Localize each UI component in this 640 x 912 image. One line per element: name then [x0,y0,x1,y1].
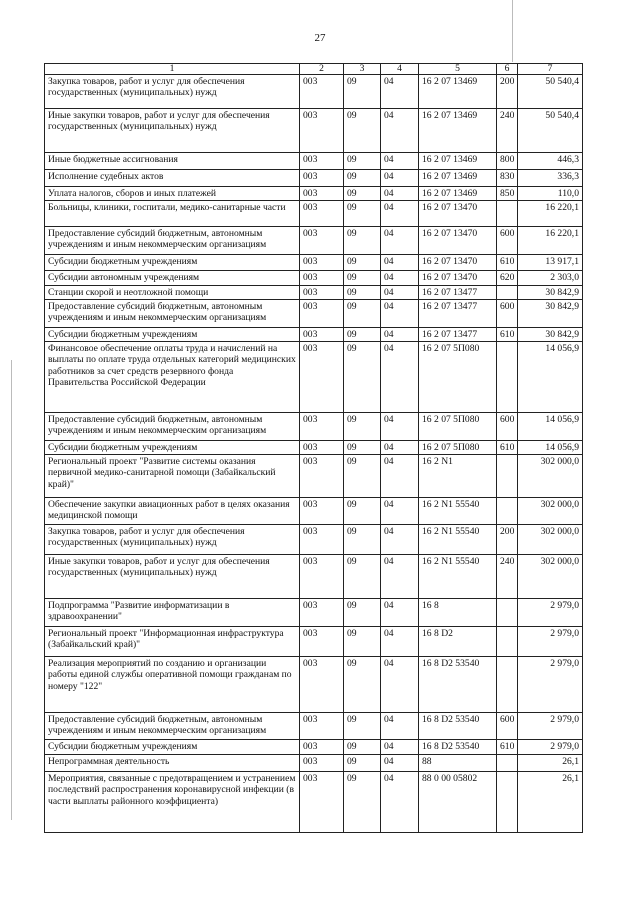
row-amount: 50 540,4 [518,75,583,109]
table-row [45,413,583,441]
row-section: 09 [344,170,381,187]
row-section: 09 [344,713,381,740]
row-amount: 13 917,1 [518,255,583,271]
row-admin-code: 003 [300,772,344,833]
row-amount: 2 979,0 [518,599,583,627]
row-subsection: 04 [381,498,419,525]
table-row [45,755,583,772]
row-subsection: 04 [381,75,419,109]
row-subsection: 04 [381,740,419,755]
row-name: Подпрограмма "Развитие информатизации в здравоохранении" [45,599,300,627]
row-admin-code: 003 [300,75,344,109]
row-subsection: 04 [381,255,419,271]
row-name: Предоставление субсидий бюджетным, автономным учреждениям и иным некоммерческим организациям [45,713,300,740]
row-admin-code: 003 [300,187,344,201]
row-amount: 30 842,9 [518,300,583,328]
row-name: Субсидии бюджетным учреждениям [45,328,300,342]
row-section: 09 [344,328,381,342]
row-admin-code: 003 [300,713,344,740]
table-row [45,255,583,271]
column-header-4: 4 [381,64,419,75]
table-row [45,286,583,300]
row-name: Иные бюджетные ассигнования [45,153,300,170]
row-name: Предоставление субсидий бюджетным, автономным учреждениям и иным некоммерческим организациям [45,227,300,255]
row-admin-code: 003 [300,525,344,555]
table-row [45,227,583,255]
row-name: Обеспечение закупки авиационных работ в целях оказания медицинской помощи [45,498,300,525]
row-subsection: 04 [381,441,419,455]
row-subsection: 04 [381,300,419,328]
row-subsection: 04 [381,109,419,153]
row-target-article: 16 2 07 13470 [419,255,497,271]
row-expense-type: 620 [497,271,518,286]
table-row [45,657,583,713]
row-target-article: 16 2 N1 55540 [419,498,497,525]
column-header-7: 7 [518,64,583,75]
row-subsection: 04 [381,455,419,498]
row-amount: 50 540,4 [518,109,583,153]
row-target-article: 16 8 D2 53540 [419,740,497,755]
row-admin-code: 003 [300,255,344,271]
row-admin-code: 003 [300,153,344,170]
table-row [45,713,583,740]
row-target-article: 16 8 D2 53540 [419,713,497,740]
row-subsection: 04 [381,599,419,627]
row-expense-type [497,498,518,525]
row-expense-type: 610 [497,255,518,271]
row-admin-code: 003 [300,657,344,713]
row-admin-code: 003 [300,286,344,300]
row-expense-type [497,755,518,772]
row-subsection: 04 [381,286,419,300]
table-row [45,342,583,413]
table-row [45,455,583,498]
row-expense-type: 800 [497,153,518,170]
row-section: 09 [344,627,381,657]
row-expense-type: 610 [497,441,518,455]
row-name: Закупка товаров, работ и услуг для обеспечения государственных (муниципальных) нужд [45,75,300,109]
row-amount: 2 979,0 [518,657,583,713]
row-subsection: 04 [381,153,419,170]
column-header-2: 2 [300,64,344,75]
row-expense-type: 610 [497,740,518,755]
scan-artifact-line [11,360,12,820]
row-section: 09 [344,75,381,109]
row-admin-code: 003 [300,201,344,227]
row-expense-type: 610 [497,328,518,342]
row-subsection: 04 [381,772,419,833]
table-row [45,201,583,227]
row-name: Региональный проект "Развитие системы оказания первичной медико-санитарной помощи (Забайкальский край)" [45,455,300,498]
row-section: 09 [344,657,381,713]
row-section: 09 [344,413,381,441]
row-admin-code: 003 [300,455,344,498]
row-section: 09 [344,227,381,255]
row-subsection: 04 [381,170,419,187]
row-section: 09 [344,271,381,286]
row-subsection: 04 [381,555,419,599]
row-subsection: 04 [381,201,419,227]
row-amount: 302 000,0 [518,498,583,525]
table-row [45,599,583,627]
row-subsection: 04 [381,713,419,740]
row-section: 09 [344,498,381,525]
row-amount: 302 000,0 [518,525,583,555]
scan-artifact-line [512,0,513,62]
row-amount: 30 842,9 [518,286,583,300]
table-row [45,555,583,599]
row-section: 09 [344,201,381,227]
table-row [45,153,583,170]
row-subsection: 04 [381,627,419,657]
row-amount: 302 000,0 [518,455,583,498]
row-expense-type [497,455,518,498]
row-name: Реализация мероприятий по созданию и организации работы единой службы оперативной помощи гражданам по номеру "122" [45,657,300,713]
row-target-article: 16 8 D2 53540 [419,657,497,713]
row-admin-code: 003 [300,271,344,286]
row-section: 09 [344,455,381,498]
row-expense-type [497,201,518,227]
column-header-1: 1 [45,64,300,75]
row-section: 09 [344,187,381,201]
row-expense-type: 240 [497,555,518,599]
row-admin-code: 003 [300,441,344,455]
row-admin-code: 003 [300,740,344,755]
table-row [45,300,583,328]
row-amount: 446,3 [518,153,583,170]
row-amount: 16 220,1 [518,227,583,255]
table-row [45,627,583,657]
row-amount: 26,1 [518,772,583,833]
row-section: 09 [344,555,381,599]
row-subsection: 04 [381,328,419,342]
row-expense-type: 200 [497,525,518,555]
row-subsection: 04 [381,525,419,555]
row-amount: 14 056,9 [518,342,583,413]
table-row [45,271,583,286]
row-amount: 16 220,1 [518,201,583,227]
row-name: Субсидии автономным учреждениям [45,271,300,286]
row-admin-code: 003 [300,109,344,153]
row-amount: 336,3 [518,170,583,187]
row-section: 09 [344,740,381,755]
row-amount: 2 303,0 [518,271,583,286]
row-section: 09 [344,525,381,555]
row-expense-type: 600 [497,713,518,740]
row-section: 09 [344,286,381,300]
row-subsection: 04 [381,413,419,441]
row-name: Предоставление субсидий бюджетным, автономным учреждениям и иным некоммерческим организациям [45,413,300,441]
row-admin-code: 003 [300,755,344,772]
row-expense-type: 830 [497,170,518,187]
row-expense-type: 200 [497,75,518,109]
row-admin-code: 003 [300,413,344,441]
row-expense-type: 850 [497,187,518,201]
budget-table [44,63,583,833]
table-row [45,75,583,109]
row-target-article: 88 [419,755,497,772]
row-target-article: 16 2 07 13477 [419,300,497,328]
row-expense-type: 600 [497,227,518,255]
row-admin-code: 003 [300,498,344,525]
row-admin-code: 003 [300,627,344,657]
row-expense-type [497,657,518,713]
row-section: 09 [344,599,381,627]
table-row [45,772,583,833]
row-name: Предоставление субсидий бюджетным, автономным учреждениям и иным некоммерческим организациям [45,300,300,328]
row-expense-type: 600 [497,413,518,441]
row-section: 09 [344,109,381,153]
row-section: 09 [344,255,381,271]
row-expense-type [497,286,518,300]
header-row [45,64,583,75]
row-admin-code: 003 [300,328,344,342]
row-admin-code: 003 [300,342,344,413]
row-name: Уплата налогов, сборов и иных платежей [45,187,300,201]
table-row [45,525,583,555]
row-section: 09 [344,772,381,833]
row-section: 09 [344,755,381,772]
table-row [45,740,583,755]
row-section: 09 [344,441,381,455]
column-header-6: 6 [497,64,518,75]
row-admin-code: 003 [300,555,344,599]
table-row [45,441,583,455]
row-target-article: 16 8 D2 [419,627,497,657]
row-expense-type [497,599,518,627]
row-target-article: 16 2 07 13477 [419,328,497,342]
row-section: 09 [344,300,381,328]
row-target-article: 88 0 00 05802 [419,772,497,833]
row-admin-code: 003 [300,227,344,255]
row-name: Станции скорой и неотложной помощи [45,286,300,300]
column-header-5: 5 [419,64,497,75]
row-target-article: 16 2 N1 [419,455,497,498]
row-expense-type: 240 [497,109,518,153]
row-name: Иные закупки товаров, работ и услуг для обеспечения государственных (муниципальных) нужд [45,555,300,599]
table-body [45,75,583,833]
row-subsection: 04 [381,657,419,713]
row-target-article: 16 2 N1 55540 [419,525,497,555]
row-name: Исполнение судебных актов [45,170,300,187]
row-name: Больницы, клиники, госпитали, медико-санитарные части [45,201,300,227]
row-admin-code: 003 [300,170,344,187]
table-row [45,328,583,342]
row-name: Закупка товаров, работ и услуг для обеспечения государственных (муниципальных) нужд [45,525,300,555]
row-name: Иные закупки товаров, работ и услуг для обеспечения государственных (муниципальных) нужд [45,109,300,153]
row-target-article: 16 2 07 13469 [419,187,497,201]
row-section: 09 [344,342,381,413]
row-admin-code: 003 [300,300,344,328]
row-name: Субсидии бюджетным учреждениям [45,255,300,271]
row-name: Мероприятия, связанные с предотвращением и устранением последствий распространения коронавирусной инфекции (в части выплаты районного коэффициента) [45,772,300,833]
page-number: 27 [314,32,326,44]
row-section: 09 [344,153,381,170]
row-target-article: 16 2 07 13470 [419,201,497,227]
table-row [45,109,583,153]
row-subsection: 04 [381,187,419,201]
row-amount: 26,1 [518,755,583,772]
row-expense-type: 600 [497,300,518,328]
table-row [45,498,583,525]
row-subsection: 04 [381,271,419,286]
row-amount: 30 842,9 [518,328,583,342]
row-amount: 2 979,0 [518,627,583,657]
table-row [45,170,583,187]
column-header-3: 3 [344,64,381,75]
row-subsection: 04 [381,227,419,255]
row-expense-type [497,342,518,413]
row-name: Финансовое обеспечение оплаты труда и начислений на выплаты по оплате труда отдельных категорий медицинских работников за счет средств резервного фонда Правительства Российской Федерации [45,342,300,413]
row-name: Региональный проект "Информационная инфраструктура (Забайкальский край)" [45,627,300,657]
row-amount: 14 056,9 [518,441,583,455]
row-target-article: 16 2 07 5П080 [419,441,497,455]
row-amount: 2 979,0 [518,713,583,740]
row-target-article: 16 8 [419,599,497,627]
row-name: Непрограммная деятельность [45,755,300,772]
row-subsection: 04 [381,755,419,772]
row-target-article: 16 2 07 13477 [419,286,497,300]
row-amount: 2 979,0 [518,740,583,755]
row-expense-type [497,627,518,657]
row-target-article: 16 2 07 13469 [419,75,497,109]
row-target-article: 16 2 07 5П080 [419,413,497,441]
row-name: Субсидии бюджетным учреждениям [45,740,300,755]
row-target-article: 16 2 07 13469 [419,170,497,187]
row-amount: 14 056,9 [518,413,583,441]
row-amount: 110,0 [518,187,583,201]
row-target-article: 16 2 N1 55540 [419,555,497,599]
row-target-article: 16 2 07 13469 [419,109,497,153]
row-name: Субсидии бюджетным учреждениям [45,441,300,455]
table-row [45,187,583,201]
row-admin-code: 003 [300,599,344,627]
row-target-article: 16 2 07 5П080 [419,342,497,413]
row-amount: 302 000,0 [518,555,583,599]
row-target-article: 16 2 07 13469 [419,153,497,170]
row-expense-type [497,772,518,833]
row-target-article: 16 2 07 13470 [419,271,497,286]
row-subsection: 04 [381,342,419,413]
row-target-article: 16 2 07 13470 [419,227,497,255]
